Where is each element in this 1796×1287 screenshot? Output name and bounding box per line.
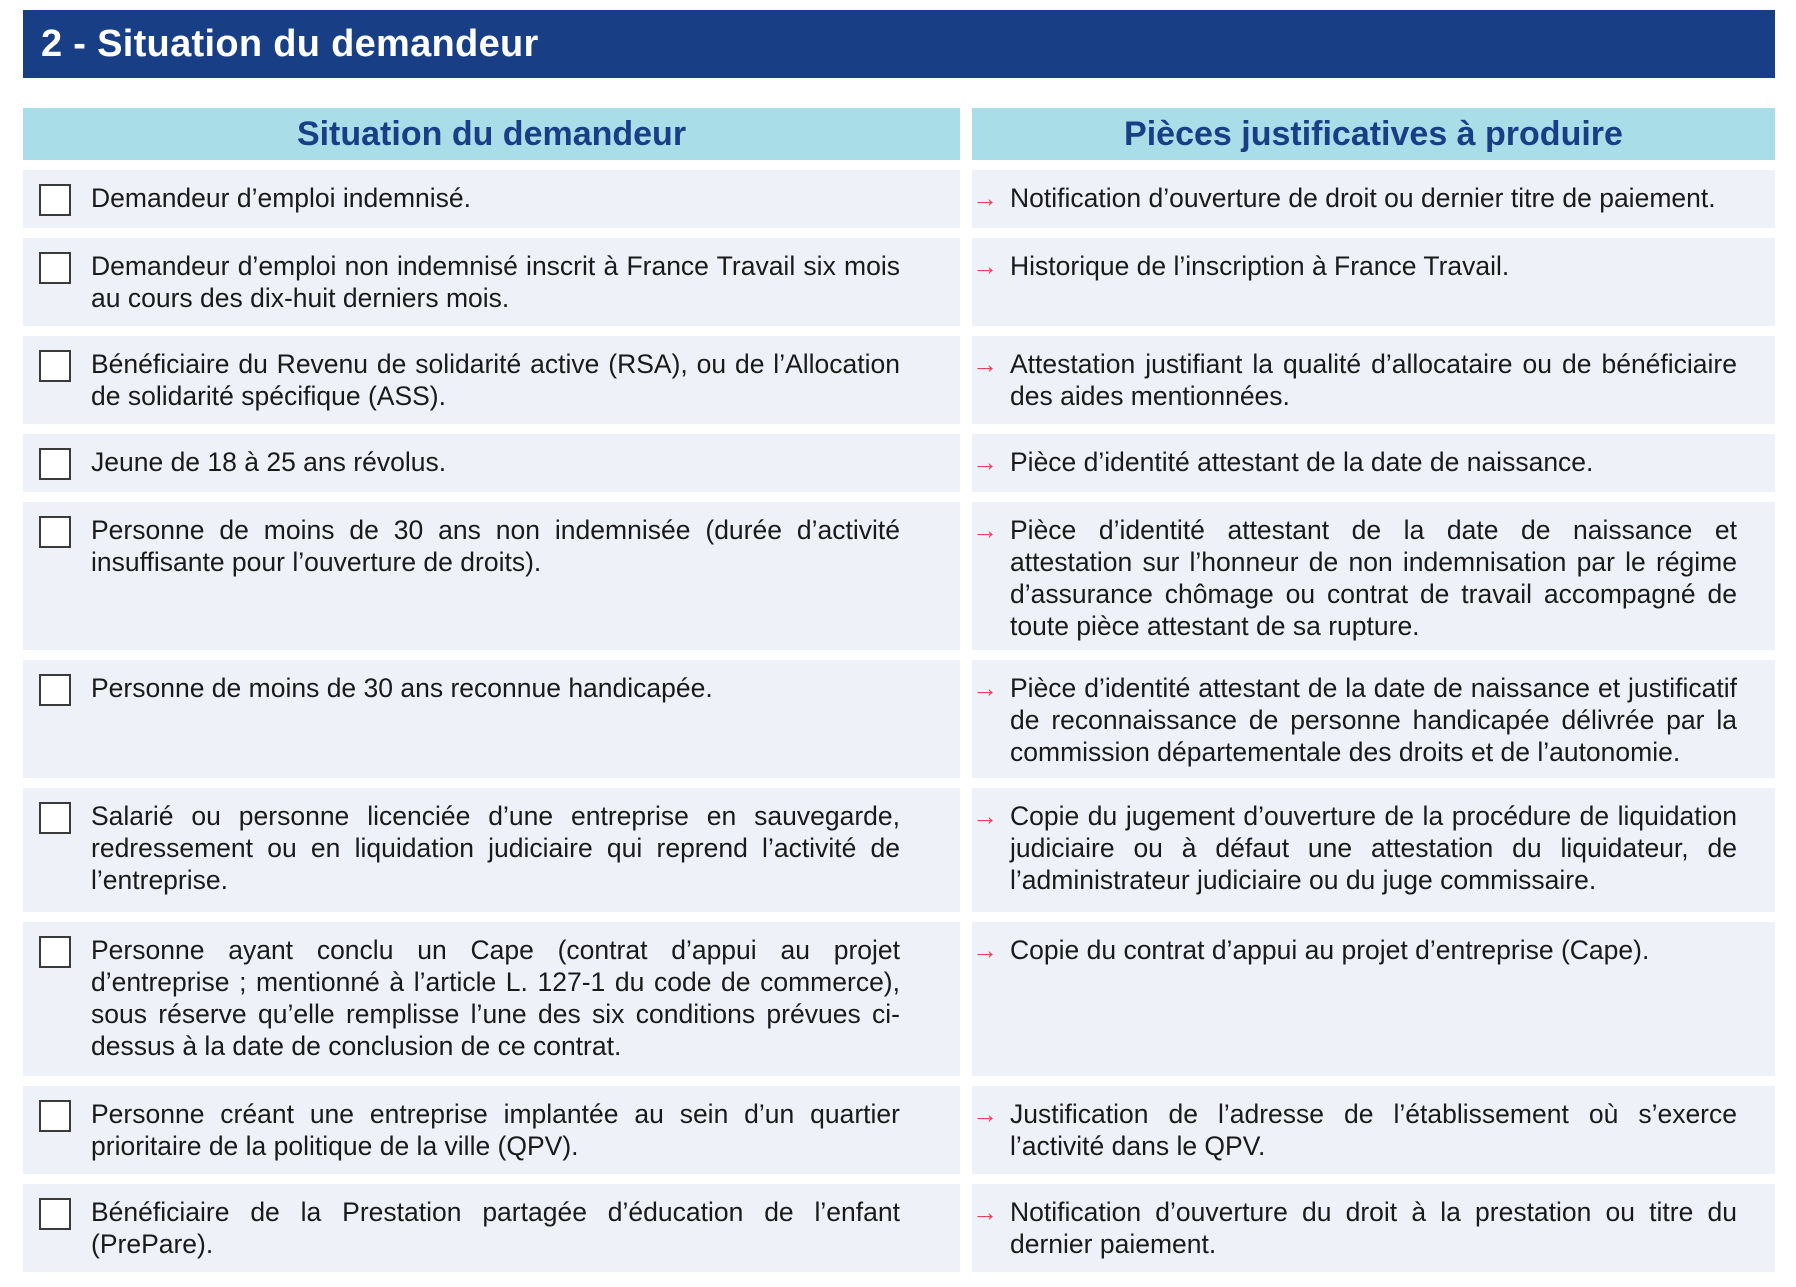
situation-text: Bénéficiaire de la Prestation partagée d’éducation de l’enfant (PrePare).	[91, 1197, 900, 1259]
situation-row-3	[23, 336, 960, 424]
pieces-text: Notification d’ouverture du droit à la prestation ou titre du dernier paiement.	[1010, 1197, 1737, 1259]
arrow-right-icon: →	[972, 1099, 998, 1129]
checkbox-situation-9[interactable]	[39, 1100, 71, 1132]
checkbox-situation-6[interactable]	[39, 674, 71, 706]
column-header-situation: Situation du demandeur	[23, 108, 960, 160]
arrow-right-icon: →	[972, 515, 998, 545]
situation-text: Personne ayant conclu un Cape (contrat d’appui au projet d’entreprise ; mentionné à l’article L. 127-1 du code de commerce), sous réserve qu’elle remplisse l’une des six conditions prévues ci-dessus à la date de conclusion de ce contrat.	[91, 935, 900, 1061]
situation-text: Personne de moins de 30 ans non indemnisée (durée d’activité insuffisante pour l’ouverture de droits).	[91, 515, 900, 577]
pieces-row-10	[972, 1184, 1775, 1272]
checkbox-situation-5[interactable]	[39, 516, 71, 548]
arrow-right-icon: →	[972, 1197, 998, 1227]
situation-text: Demandeur d’emploi indemnisé.	[91, 183, 472, 213]
arrow-right-icon: →	[972, 349, 998, 379]
column-header-pieces: Pièces justificatives à produire	[972, 108, 1775, 160]
pieces-row-8	[972, 922, 1775, 1076]
section-title: 2 - Situation du demandeur	[23, 10, 1775, 78]
arrow-right-icon: →	[972, 673, 998, 703]
situation-text: Salarié ou personne licenciée d’une entreprise en sauvegarde, redressement ou en liquidation judiciaire qui reprend l’activité de l’entreprise.	[91, 801, 900, 895]
pieces-text: Pièce d’identité attestant de la date de naissance et justificatif de reconnaissance de personne handicapée délivrée par la commission départementale des droits et de l’autonomie.	[1010, 673, 1737, 767]
situation-table	[23, 108, 1775, 1272]
situation-text: Personne créant une entreprise implantée au sein d’un quartier prioritaire de la politique de la ville (QPV).	[91, 1099, 900, 1161]
pieces-text: Pièce d’identité attestant de la date de naissance et attestation sur l’honneur de non indemnisation par le régime d’assurance chômage ou contrat de travail accompagné de toute pièce attestant de sa rupture.	[1010, 515, 1737, 641]
checkbox-situation-3[interactable]	[39, 350, 71, 382]
checkbox-situation-4[interactable]	[39, 448, 71, 480]
checkbox-situation-10[interactable]	[39, 1198, 71, 1230]
situation-row-9	[23, 1086, 960, 1174]
arrow-right-icon: →	[972, 801, 998, 831]
pieces-text: Copie du contrat d’appui au projet d’entreprise (Cape).	[1010, 935, 1650, 965]
checkbox-situation-2[interactable]	[39, 252, 71, 284]
situation-row-8	[23, 922, 960, 1076]
pieces-text: Copie du jugement d’ouverture de la procédure de liquidation judiciaire ou à défaut une attestation du liquidateur, de l’administrateur judiciaire ou du juge commissaire.	[1010, 801, 1737, 895]
pieces-row-3	[972, 336, 1775, 424]
pieces-row-7	[972, 788, 1775, 912]
arrow-right-icon: →	[972, 251, 998, 281]
arrow-right-icon: →	[972, 935, 998, 965]
situation-text: Bénéficiaire du Revenu de solidarité active (RSA), ou de l’Allocation de solidarité spécifique (ASS).	[91, 349, 900, 411]
pieces-text: Attestation justifiant la qualité d’allocataire ou de bénéficiaire des aides mentionnées.	[1010, 349, 1737, 411]
pieces-text: Pièce d’identité attestant de la date de naissance.	[1010, 447, 1594, 477]
situation-row-1	[23, 170, 960, 228]
pieces-text: Notification d’ouverture de droit ou dernier titre de paiement.	[1010, 183, 1716, 213]
situation-text: Jeune de 18 à 25 ans révolus.	[91, 447, 447, 477]
arrow-right-icon: →	[972, 447, 998, 477]
pieces-row-1	[972, 170, 1775, 228]
situation-row-7	[23, 788, 960, 912]
pieces-row-6	[972, 660, 1775, 778]
pieces-text: Historique de l’inscription à France Travail.	[1010, 251, 1510, 281]
pieces-row-4	[972, 434, 1775, 492]
situation-row-10	[23, 1184, 960, 1272]
situation-row-4	[23, 434, 960, 492]
situation-row-5	[23, 502, 960, 650]
pieces-row-9	[972, 1086, 1775, 1174]
pieces-text: Justification de l’adresse de l’établissement où s’exerce l’activité dans le QPV.	[1010, 1099, 1737, 1161]
situation-text: Demandeur d’emploi non indemnisé inscrit à France Travail six mois au cours des dix-huit derniers mois.	[91, 251, 900, 313]
form-section	[23, 10, 1775, 1272]
situation-text: Personne de moins de 30 ans reconnue handicapée.	[91, 673, 713, 703]
checkbox-situation-1[interactable]	[39, 184, 71, 216]
checkbox-situation-8[interactable]	[39, 936, 71, 968]
pieces-row-5	[972, 502, 1775, 650]
checkbox-situation-7[interactable]	[39, 802, 71, 834]
situation-row-6	[23, 660, 960, 778]
arrow-right-icon: →	[972, 183, 998, 213]
situation-row-2	[23, 238, 960, 326]
pieces-row-2	[972, 238, 1775, 326]
